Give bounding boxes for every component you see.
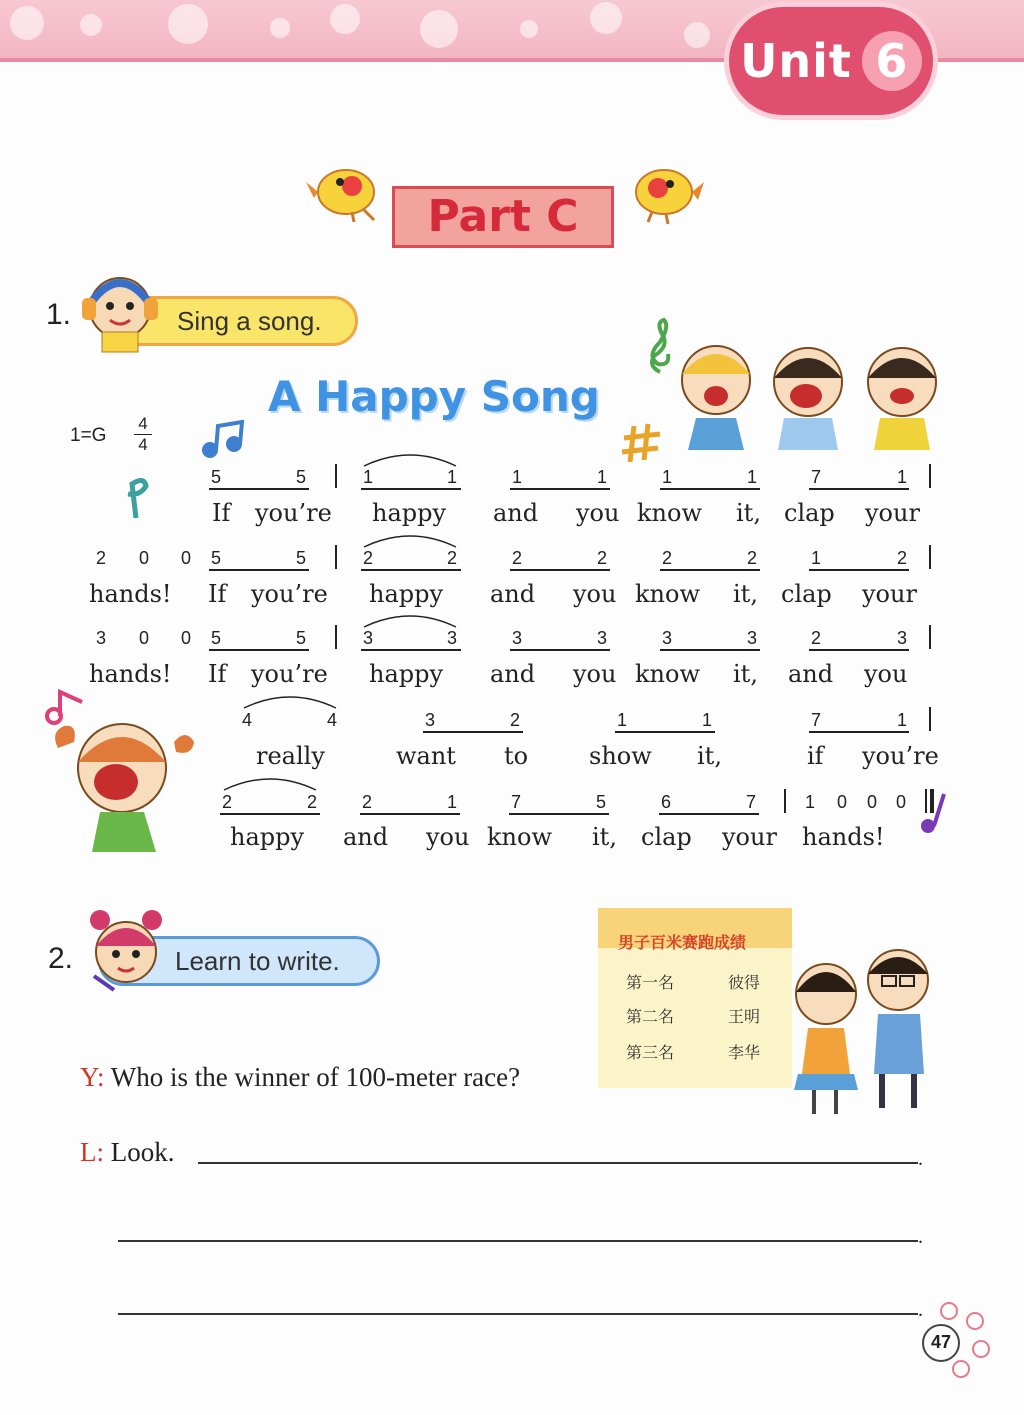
dialog-y-text: Who is the winner of 100-meter race? [110,1062,521,1092]
lyric: and [490,660,536,688]
note: 2 [447,548,458,568]
unit-number: 6 [862,31,922,91]
time-signature [134,414,152,455]
lyric: know [635,580,700,608]
ring-decoration [940,1302,958,1320]
note: 5 [596,792,607,812]
bar-line [335,545,337,569]
lyric: know [635,660,700,688]
section1-number: 1. [46,298,72,331]
note: 0 [896,792,907,812]
ring-decoration [952,1360,970,1378]
note: 0 [181,548,192,568]
beam [809,649,909,651]
note: 5 [296,548,307,568]
lyric: you [573,660,617,688]
result-place: 第三名 [626,1043,675,1062]
note: 3 [597,628,608,648]
note: 1 [512,467,523,487]
lyric: clap [641,823,692,851]
song-key: 1=G [70,425,107,446]
lyric: hands! [802,823,885,851]
beam [660,488,760,490]
bar-line [929,707,931,731]
beam [510,649,610,651]
clef-small-icon [118,476,152,522]
part-title-box [392,186,614,248]
lyric: clap [781,580,832,608]
lyric: you’re [251,580,328,608]
beam [209,649,309,651]
dialog-l-text: Look. [110,1137,175,1167]
unit-badge [724,2,938,120]
slur [220,774,320,792]
beam [361,649,461,651]
slur [240,692,340,710]
music-note-purple-icon [916,790,950,836]
note: 0 [867,792,878,812]
note: 1 [702,710,713,730]
lyric: your [862,580,917,608]
beam [615,731,715,733]
bar-line [784,789,786,813]
note: 3 [425,710,436,730]
note: 1 [897,467,908,487]
lyric: show [589,742,652,770]
lyric: happy [369,580,444,608]
lyric: and [493,499,539,527]
results-card-title: 男子百米赛跑成绩 [618,933,747,952]
note: 2 [96,548,107,568]
note: 3 [96,628,107,648]
lyric: If [208,580,227,608]
note: 1 [897,710,908,730]
note: 1 [662,467,673,487]
result-name: 李华 [728,1043,761,1062]
note: 1 [805,792,816,812]
note: 7 [811,710,822,730]
beam [660,569,760,571]
result-place: 第一名 [626,973,675,992]
lyric: and [490,580,536,608]
beam [809,488,909,490]
section1-label: Sing a song. [100,296,358,346]
bar-line [929,625,931,649]
answer-line-2-period: . [918,1226,923,1248]
note: 7 [746,792,757,812]
lyric: you [864,660,908,688]
beam [809,731,909,733]
lyric: know [637,499,702,527]
slur [360,611,460,629]
lyric: hands! [89,580,172,608]
note: 3 [897,628,908,648]
note: 1 [447,467,458,487]
note: 4 [242,710,253,730]
section2-number: 2. [48,942,74,975]
section2-label: Learn to write. [98,936,380,986]
note: 3 [662,628,673,648]
lyric: you [576,499,620,527]
bar-line [335,625,337,649]
lyric: it, [592,823,617,851]
lyric: hands! [89,660,172,688]
beam [660,649,760,651]
bar-line [335,464,337,488]
page-number: 47 [922,1324,960,1362]
note: 7 [511,792,522,812]
time-top: 4 [138,414,148,433]
singing-kids-illustration [668,338,944,452]
lyric: your [722,823,777,851]
lyric: you [573,580,617,608]
note: 3 [512,628,523,648]
beam [209,569,309,571]
lyric: it, [697,742,722,770]
dialog-line-l [80,1137,175,1168]
bar-line [929,545,931,569]
note: 0 [139,548,150,568]
answer-line-1-period: . [918,1148,923,1170]
note: 5 [211,548,222,568]
note: 3 [363,628,374,648]
time-bottom: 4 [138,435,148,454]
answer-line-3[interactable] [118,1313,918,1315]
note: 5 [296,628,307,648]
note: 4 [327,710,338,730]
note: 2 [307,792,318,812]
note: 2 [747,548,758,568]
results-card [598,908,792,1088]
note: 1 [597,467,608,487]
two-kids-illustration [778,944,948,1124]
speaker-l: L: [80,1137,104,1167]
lyric: your [865,499,920,527]
note: 5 [211,628,222,648]
beam [509,813,609,815]
note: 3 [447,628,458,648]
note: 7 [811,467,822,487]
note: 1 [747,467,758,487]
kid-headphones-icon [78,262,164,356]
bar-line [929,464,931,488]
answer-line-1[interactable] [198,1162,918,1164]
girl-singing-illustration [44,712,200,860]
note: 1 [811,548,822,568]
note: 2 [512,548,523,568]
answer-line-3-period: . [918,1299,923,1321]
lyric: it, [736,499,761,527]
note: 2 [811,628,822,648]
lyric: really [256,742,325,770]
beam [361,569,461,571]
note: 2 [662,548,673,568]
lyric: you’re [251,660,328,688]
note: 0 [181,628,192,648]
part-title: Part C [427,191,579,242]
slur [360,531,460,549]
dialog-line-y [80,1062,520,1093]
note: 0 [837,792,848,812]
lyric: If [208,660,227,688]
lyric: If [212,499,231,527]
note: 3 [747,628,758,648]
result-name: 王明 [728,1007,761,1026]
note: 2 [363,548,374,568]
lyric: happy [372,499,447,527]
beam [809,569,909,571]
lyric: want [396,742,456,770]
beam [209,488,309,490]
note: 5 [211,467,222,487]
beam [360,813,460,815]
note: 1 [447,792,458,812]
answer-line-2[interactable] [118,1240,918,1242]
note: 2 [362,792,373,812]
lyric: it, [733,660,758,688]
note: 5 [296,467,307,487]
lyric: it, [733,580,758,608]
lyric: and [343,823,389,851]
note: 0 [139,628,150,648]
lyric: know [487,823,552,851]
beam [423,731,523,733]
lyric: you’re [255,499,332,527]
beam [510,569,610,571]
note: 2 [510,710,521,730]
lyric: if [807,742,824,770]
kid-writing-icon [84,906,168,1002]
speaker-y: Y: [80,1062,105,1092]
slur [360,450,460,468]
song-title: A Happy Song [268,372,600,421]
bird-left-icon [304,152,388,224]
note: 2 [897,548,908,568]
beam [659,813,759,815]
note: 1 [617,710,628,730]
beam [510,488,610,490]
sharp-sign-icon [620,422,664,466]
bird-right-icon [622,160,706,226]
unit-label: Unit [740,34,852,88]
lyric: happy [369,660,444,688]
result-name: 彼得 [728,973,761,992]
ring-decoration [972,1340,990,1358]
note: 1 [363,467,374,487]
note: 2 [222,792,233,812]
lyric: happy [230,823,305,851]
beam [361,488,461,490]
lyric: you [426,823,470,851]
lyric: you’re [862,742,939,770]
lyric: clap [784,499,835,527]
lyric: and [788,660,834,688]
note: 2 [597,548,608,568]
result-place: 第二名 [626,1007,675,1026]
lyric: to [504,742,529,770]
beam [220,813,320,815]
ring-decoration [966,1312,984,1330]
note: 6 [661,792,672,812]
music-note-blue-icon [198,420,246,460]
